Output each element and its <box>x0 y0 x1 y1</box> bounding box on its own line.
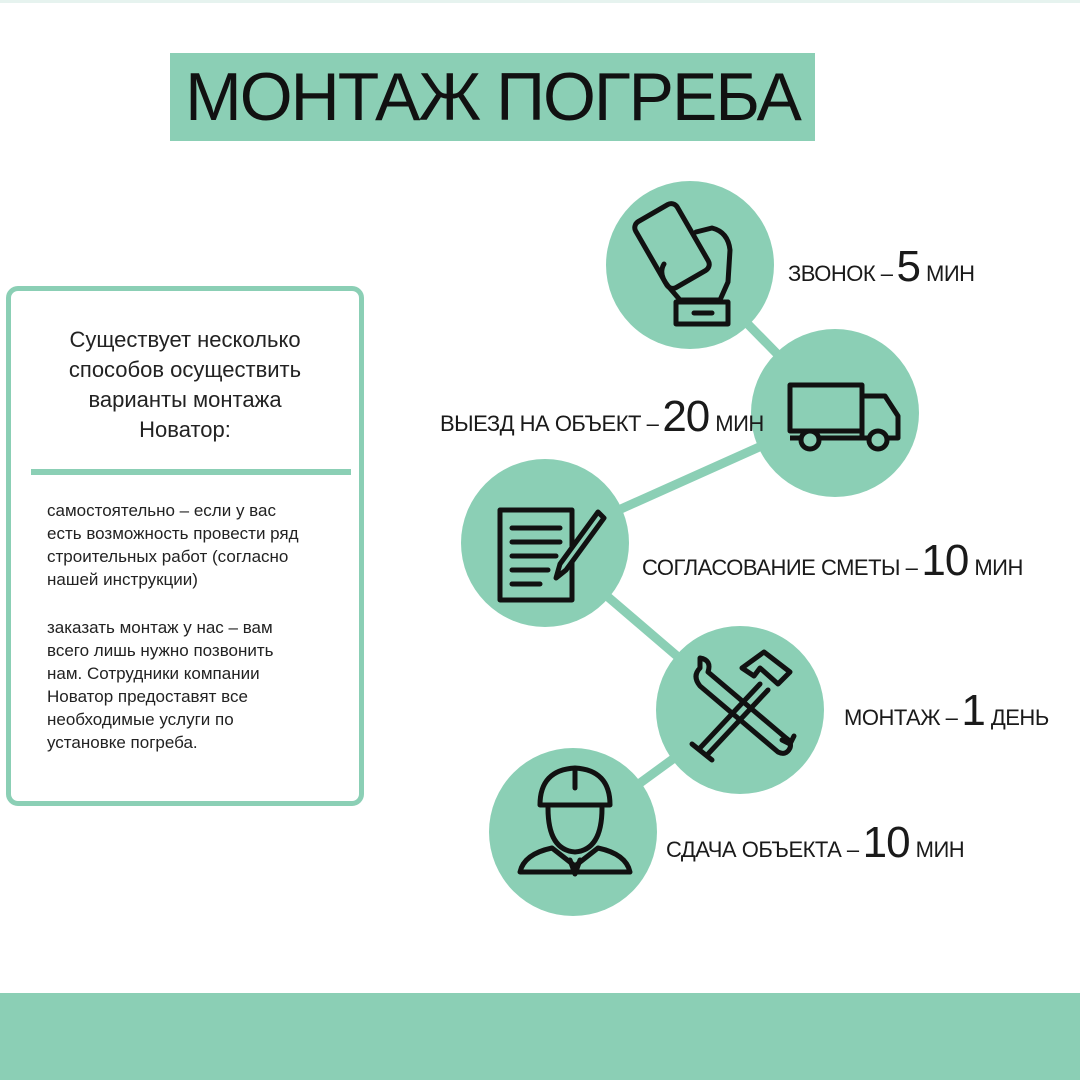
bottom-band <box>0 993 1080 1080</box>
step-duration-value: 1 <box>961 686 985 735</box>
step-duration-unit: МИН <box>974 555 1023 580</box>
step-circle-installation <box>656 626 824 794</box>
info-line: необходимые услуги по <box>47 710 234 729</box>
step-text: СДАЧА ОБЪЕКТА – <box>666 837 859 862</box>
step-label-estimate <box>642 536 1023 586</box>
step-label-handover <box>666 818 964 868</box>
step-duration-value: 10 <box>921 536 969 585</box>
step-duration-unit: МИН <box>926 261 975 286</box>
step-duration-unit: МИН <box>915 837 965 862</box>
step-text: СОГЛАСОВАНИЕ СМЕТЫ – <box>642 555 918 580</box>
page-title: МОНТАЖ ПОГРЕБА <box>185 59 800 135</box>
step-label-call <box>788 242 975 292</box>
info-line: установке погреба. <box>47 733 198 752</box>
step-duration-unit: ДЕНЬ <box>990 705 1049 730</box>
step-duration-unit: МИН <box>715 411 764 436</box>
step-label-departure <box>440 392 764 442</box>
step-duration-value: 20 <box>662 392 710 441</box>
info-line: заказать монтаж у нас – вам <box>47 618 273 637</box>
info-line: нам. Сотрудники компании <box>47 664 260 683</box>
step-text: ВЫЕЗД НА ОБЪЕКТ – <box>440 411 659 436</box>
step-text: МОНТАЖ – <box>844 705 958 730</box>
info-heading-line: Существует несколько <box>69 327 301 352</box>
step-label-installation <box>844 686 1049 736</box>
info-heading-line: способов осуществить <box>68 357 302 382</box>
info-line: есть возможность провести ряд <box>47 524 299 543</box>
info-line: строительных работ (согласно <box>47 547 289 566</box>
info-line: всего лишь нужно позвонить <box>47 641 274 660</box>
step-circle-departure <box>751 329 919 497</box>
info-line: нашей инструкции) <box>47 570 198 589</box>
info-heading-line: Новатор: <box>139 417 231 442</box>
info-line: Новатор предоставят все <box>47 687 248 706</box>
step-circle-estimate <box>461 459 629 627</box>
info-heading-line: варианты монтажа <box>88 387 282 412</box>
step-duration-value: 5 <box>896 242 920 291</box>
step-circle-call <box>606 181 774 349</box>
step-duration-value: 10 <box>862 818 910 867</box>
step-circle-handover <box>489 748 657 916</box>
info-line: самостоятельно – если у вас <box>47 501 276 520</box>
step-text: ЗВОНОК – <box>788 261 893 286</box>
